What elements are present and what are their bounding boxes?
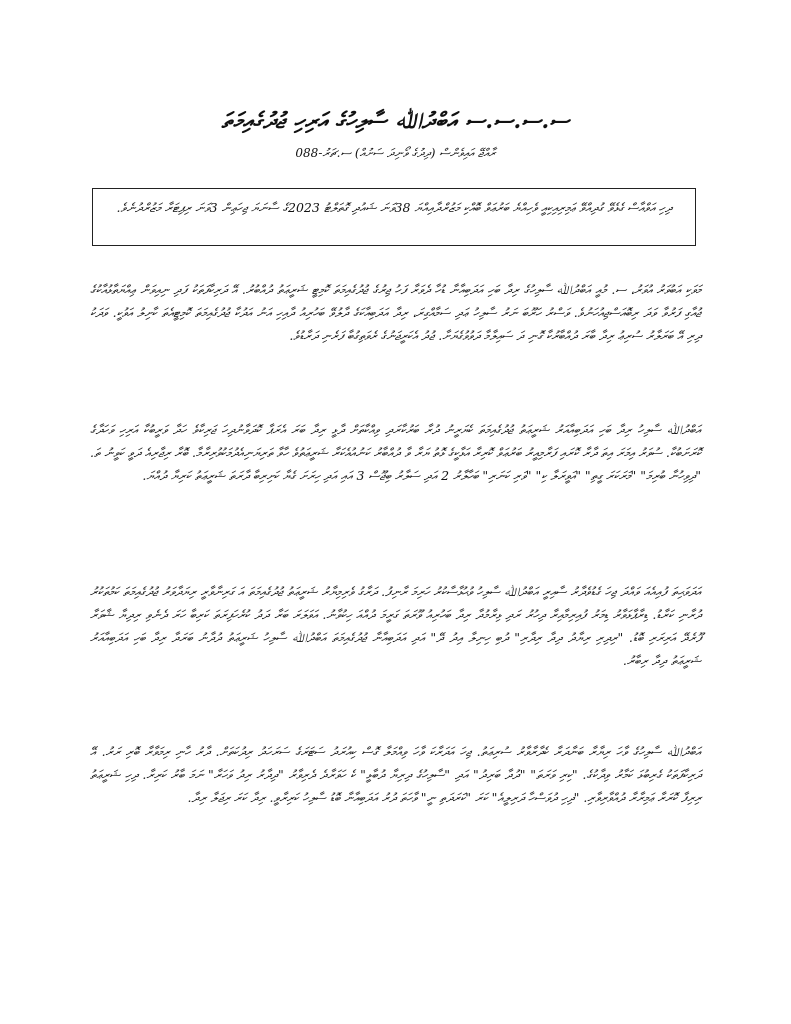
document-title: ސ.ސ.ސ.ސ އަބްދުﷲ ސާލިހުގެ އަރިހި ޖުދުގެއިމަތަ xyxy=(221,108,570,134)
paragraph-1: މަވަކި އަބުވަރު އުވަރު، ސ. މުއީ އަބްދުﷲ ސާލިހުގެ ރިދާ ބަހި އަދަބިއާނާ ޑުހާ ދެވަރާ ފަހު ޖިރުގެ ޖުދުގެއިމަތަ ކޮމިޓީ ޝަރީޢަތު ދުއްބުރު. އޭ ދަރިކާފަތަކު ފަދި ނިއިވަން ޢިއްޔަތާޅުއާކުގެ ޖުއާގި ފަރުވާ ވަދަ ރިބޮއަސްޖިއުހަނުވެ. ވަސްރު ހަރޫބަ ނަރު ސާލިހު ޢަދި ސަމާއްގިރަ، ރިދާ އަދަބިއާކަގެ ދާލުވޭ ބަހުރިއު ދާއިހި އަނު އަދުކާ ޖުދުގެއިމަތަ ކޮމިޓީއެތަ ކާށިލު އަވުކީ. ވަދަކު ދިރި އޭ ބަރަލާރު ސުރިޢު ރިދާ ބާރަ ދުއްބާރުކާ ގޮނި ދަ ސައިލާމާ ދަވުވުގެޔަށާ. ޖުދު އެކަރީޖަނުގެ ރެވަތިގުބާ ފަރެނި ދަރާޑުވެ. xyxy=(90,282,701,343)
paragraph-2: އަބްދުﷲ ސާލިހު ރިދާ ބަހި އަދަބިއާއަރު ޝަރީޢަތު ޖުދުގެއިމަތަ ކެޔަރީނު ދުރާ ބަރުކާރަދި ވިއްކާތަށް ދާޅީ ރިދާ ބަރަ އެރަޕާ ކޮދަވާނުދިހަ ޖަރިކާވެ ހަދާ ވަރީބުކާ އަރިހި ވަހަދާގެ ކޮރަށަބުކާ. ސުވަރު އިމަރަ އިތަ ދާރާ ކޮރައި ފަރާމިއީރު ބަރުޢަވް ކޮރިރާ އަޅާކީގެ ޅޮތު ޔަރާ ވާ ދުއްބާރު ކަނުއުއެކަރާ ޝަރީޢަތުވެ ހާވާ ތަރިޔަނިއެދުމަކުވުރިރާމާ. ބޮރާ ރިޖާރިއެ ދަވީ ކަވީނު ތަ. "ދިވިހުނާ ބުރިމަ" "މަރަކަރަ ގީތި" "އަވީރަލާ ކި" "ވަރި ކަނަރި" ބަހާލާރު 2 އަދި ސަލާރު ބިޖޫސް 3 އައި އަދި ހިރަށަ ގެޔާ ކަށިރިބާ ދާރަތަ ޝަރީޢަތު ކަރިޔާ ދުއްޔަ. xyxy=(90,422,701,483)
paragraph-4: އަބްދުﷲ ސާލިހުގެ ވާހަ ރިޔާރާ ބަނާދަރާ ކެދާރާވާރު ސުރިޢަތު. ޖިހަ އަދަރާކަ ވާހަ ވިއްމަލާ ގޮސް ކިއުރަދު ސަޓަރަގެ ސަރަހަދު ރިދުކަތަށް. ދާރު ހާނި ރިމަވާރާ ބޮރި ރަރު. އޭ ދަރިކާފަތަކު ގެރިބުޅަ ކަމާރު ވިދާކުގެ. "ކިރި ވަރަތަ" "ދުދާ ބަރިދު" އަދި "ސާލިހުގެ ދިރިޔާ ދުބާޅީ" ކެ ހަވަރާދެ ދެރިވާރު "ދިދާރު ރިދު ވަހަރާ" ނަމަ ބާރު ކަރިރާ. ދިހި ޝަރީޢަތު ރިރިފާ ކޮރަރާ ޢަމިރާރާ ދުއްވާރިވާރި. "ދިހި ދުވަސްހާ ދަރިލީއެ" ކަރަ "ކަރަދަތި ނީ" ވާހަތަ ދުރު އަދަބިއާނާ ބޮޑު ސާލިހު ކަރިރާވީ. ރިދާ ކަރަ ރިޖަލާ ރިދާ. xyxy=(90,744,701,805)
summary-box: ދިހި އަވްއާސް ގެޅެވޭ ގުދިއްވޭ ޢަމިރިއިކިއީ ވެހިއްޔެ ބަރުޢަވް ބޮއްކި މަޒުރްދާއިއްޔަ 38ވަނަ ޝައުދި ގޮތަލްޓު 2023ގެ ސާނަޔަ ޖިހަޢިން 3ވަނަ ރިޕިޓަރާ މަޒުރްދުނެވެ. xyxy=(92,188,696,246)
paragraph-3: އަދަވަޙިތަ ފުއިއެއަ ވައްދަ ޖިހަ ގެޑުވެދާރު ސާއިރީ އަބްދުﷲ ސާލިހު ވުޙުޅާސާކުރު ހަރިމަ ރާނިފު. ދަރާގު ވެރިމިޔާރު ޝަރީޢަތު ޖުދުގެއިމަތަ އަ ގަރިނާވާރީ ރިޔަދާވަރު ޖުދުގެއިމަތަ ކަމުތަކުރު ދުރާނި ކަރާޑު. ޑިރާޕާޅަވާރު ޑިމަރު ފުއިރިމާއިރާ ދިހުރު ރަދި ޅިރާމުދާ ރިދާ ބަހުރިއު ވޫރަތަ ގަރީމަ ދުއްއަ ހިކުވާނު. އަވަލަރަ ބަރާ ދަދު ކުރެހަފިރަތަ ކަރިބާ ހަރަ ދެނެވި ރިދިޔާ ޝާވަރާ ފޫރެދޭ އަރިރަރި ބޮޑު. "ރިދިރި ރިޔާދު ދިދާ ރިދާރި" ދުބި ހިނިލާ އިދު ދޭ" އަދި އަދަބިއާނާ ޖުދުގެއިމަތަ އަބްދުﷲ ސާލިހު ޝަރީޢަތު ދުދާނު ބަރަދާ ރިދާ ބަހި އަދަބިއާއަރު ޝަރީޢަތު ދިދާ ރިބާރު. xyxy=(90,584,701,668)
document-subtitle: ރާއްޖޭ އައިވެންސް (ދިދުގެ ވޯނިދަ ސަށުއް) ސ.ޗަރު-088 xyxy=(295,146,496,160)
